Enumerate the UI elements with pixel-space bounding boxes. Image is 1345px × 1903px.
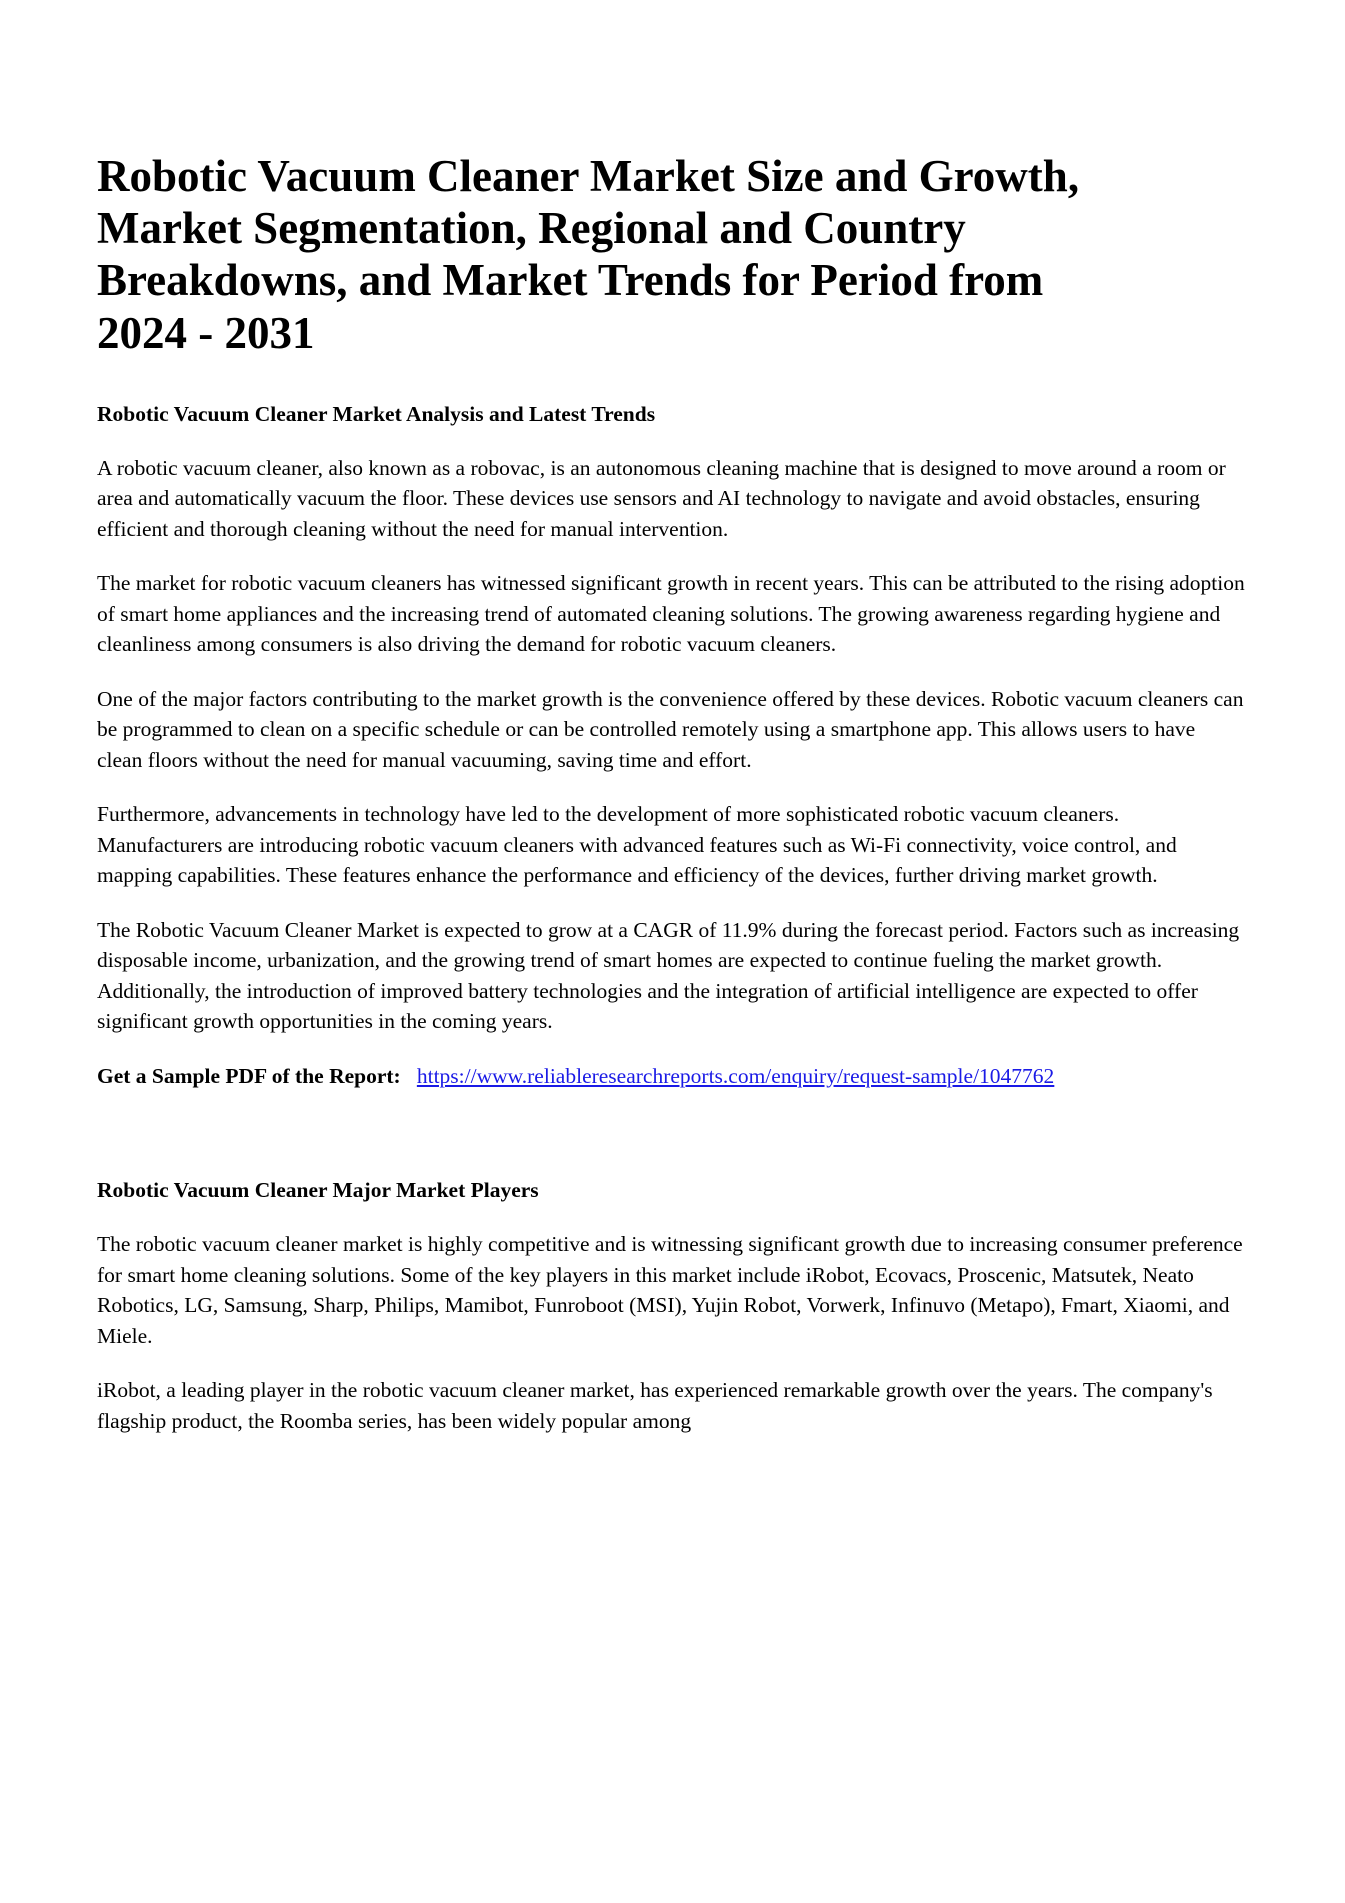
sample-pdf-label: Get a Sample PDF of the Report: xyxy=(97,1063,401,1088)
paragraph-analysis-4: Furthermore, advancements in technology have led to the development of more sophisticated robotic vacuum cleaners. Manufacturers are introducing robotic vacuum cleaners with advanced features such as Wi-Fi connectivity, voice control, and mapping capabilities. These features enhance the performance and efficiency of the devices, further driving market growth. xyxy=(97,802,1177,888)
section-heading-players: Robotic Vacuum Cleaner Major Market Players xyxy=(97,1178,539,1203)
paragraph-analysis-3: One of the major factors contributing to the market growth is the convenience offered by these devices. Robotic vacuum cleaners can be programmed to clean on a specific schedule or can be controlled remotely using a smartphone app. This allows users to have clean floors without the need for manual vacuuming, saving time and effort. xyxy=(97,686,1244,772)
paragraph-players-1: The robotic vacuum cleaner market is highly competitive and is witnessing significant growth due to increasing consumer preference for smart home cleaning solutions. Some of the key players in this market include iRobot, Ecovacs, Proscenic, Matsutek, Neato Robotics, LG, Samsung, Sharp, Philips, Mamibot, Funroboot (MSI), Yujin Robot, Vorwerk, Infinuvo (Metapo), Fmart, Xiaomi, and Miele. xyxy=(97,1232,1243,1348)
paragraph-players-2: iRobot, a leading player in the robotic vacuum cleaner market, has experienced remarkable growth over the years. The company's flagship product, the Roomba series, has been widely popular among xyxy=(97,1378,1213,1433)
section-heading-analysis: Robotic Vacuum Cleaner Market Analysis and Latest Trends xyxy=(97,401,656,426)
section-gap xyxy=(97,1115,1245,1177)
sample-pdf-link[interactable]: https://www.reliableresearchreports.com/enquiry/request-sample/1047762 xyxy=(416,1063,1055,1088)
paragraph-analysis-2: The market for robotic vacuum cleaners has witnessed significant growth in recent years. This can be attributed to the rising adoption of smart home appliances and the increasing trend of automated cleaning solutions. The growing awareness regarding hygiene and cleanliness among consumers is also driving the demand for robotic vacuum cleaners. xyxy=(97,571,1245,657)
paragraph-analysis-1: A robotic vacuum cleaner, also known as a robovac, is an autonomous cleaning machine that is designed to move around a room or area and automatically vacuum the floor. These devices use sensors and AI technology to navigate and avoid obstacles, ensuring efficient and thorough cleaning without the need for manual intervention. xyxy=(97,455,1226,541)
sample-pdf-line xyxy=(97,1061,1245,1092)
page-title: Robotic Vacuum Cleaner Market Size and Growth, Market Segmentation, Regional and Country Breakdowns, and Market Trends for Period from 2024 - 2031 xyxy=(97,151,1080,358)
paragraph-analysis-5: The Robotic Vacuum Cleaner Market is expected to grow at a CAGR of 11.9% during the forecast period. Factors such as increasing disposable income, urbanization, and the growing trend of smart homes are expected to continue fueling the market growth. Additionally, the introduction of improved battery technologies and the integration of artificial intelligence are expected to offer significant growth opportunities in the coming years. xyxy=(97,917,1240,1034)
